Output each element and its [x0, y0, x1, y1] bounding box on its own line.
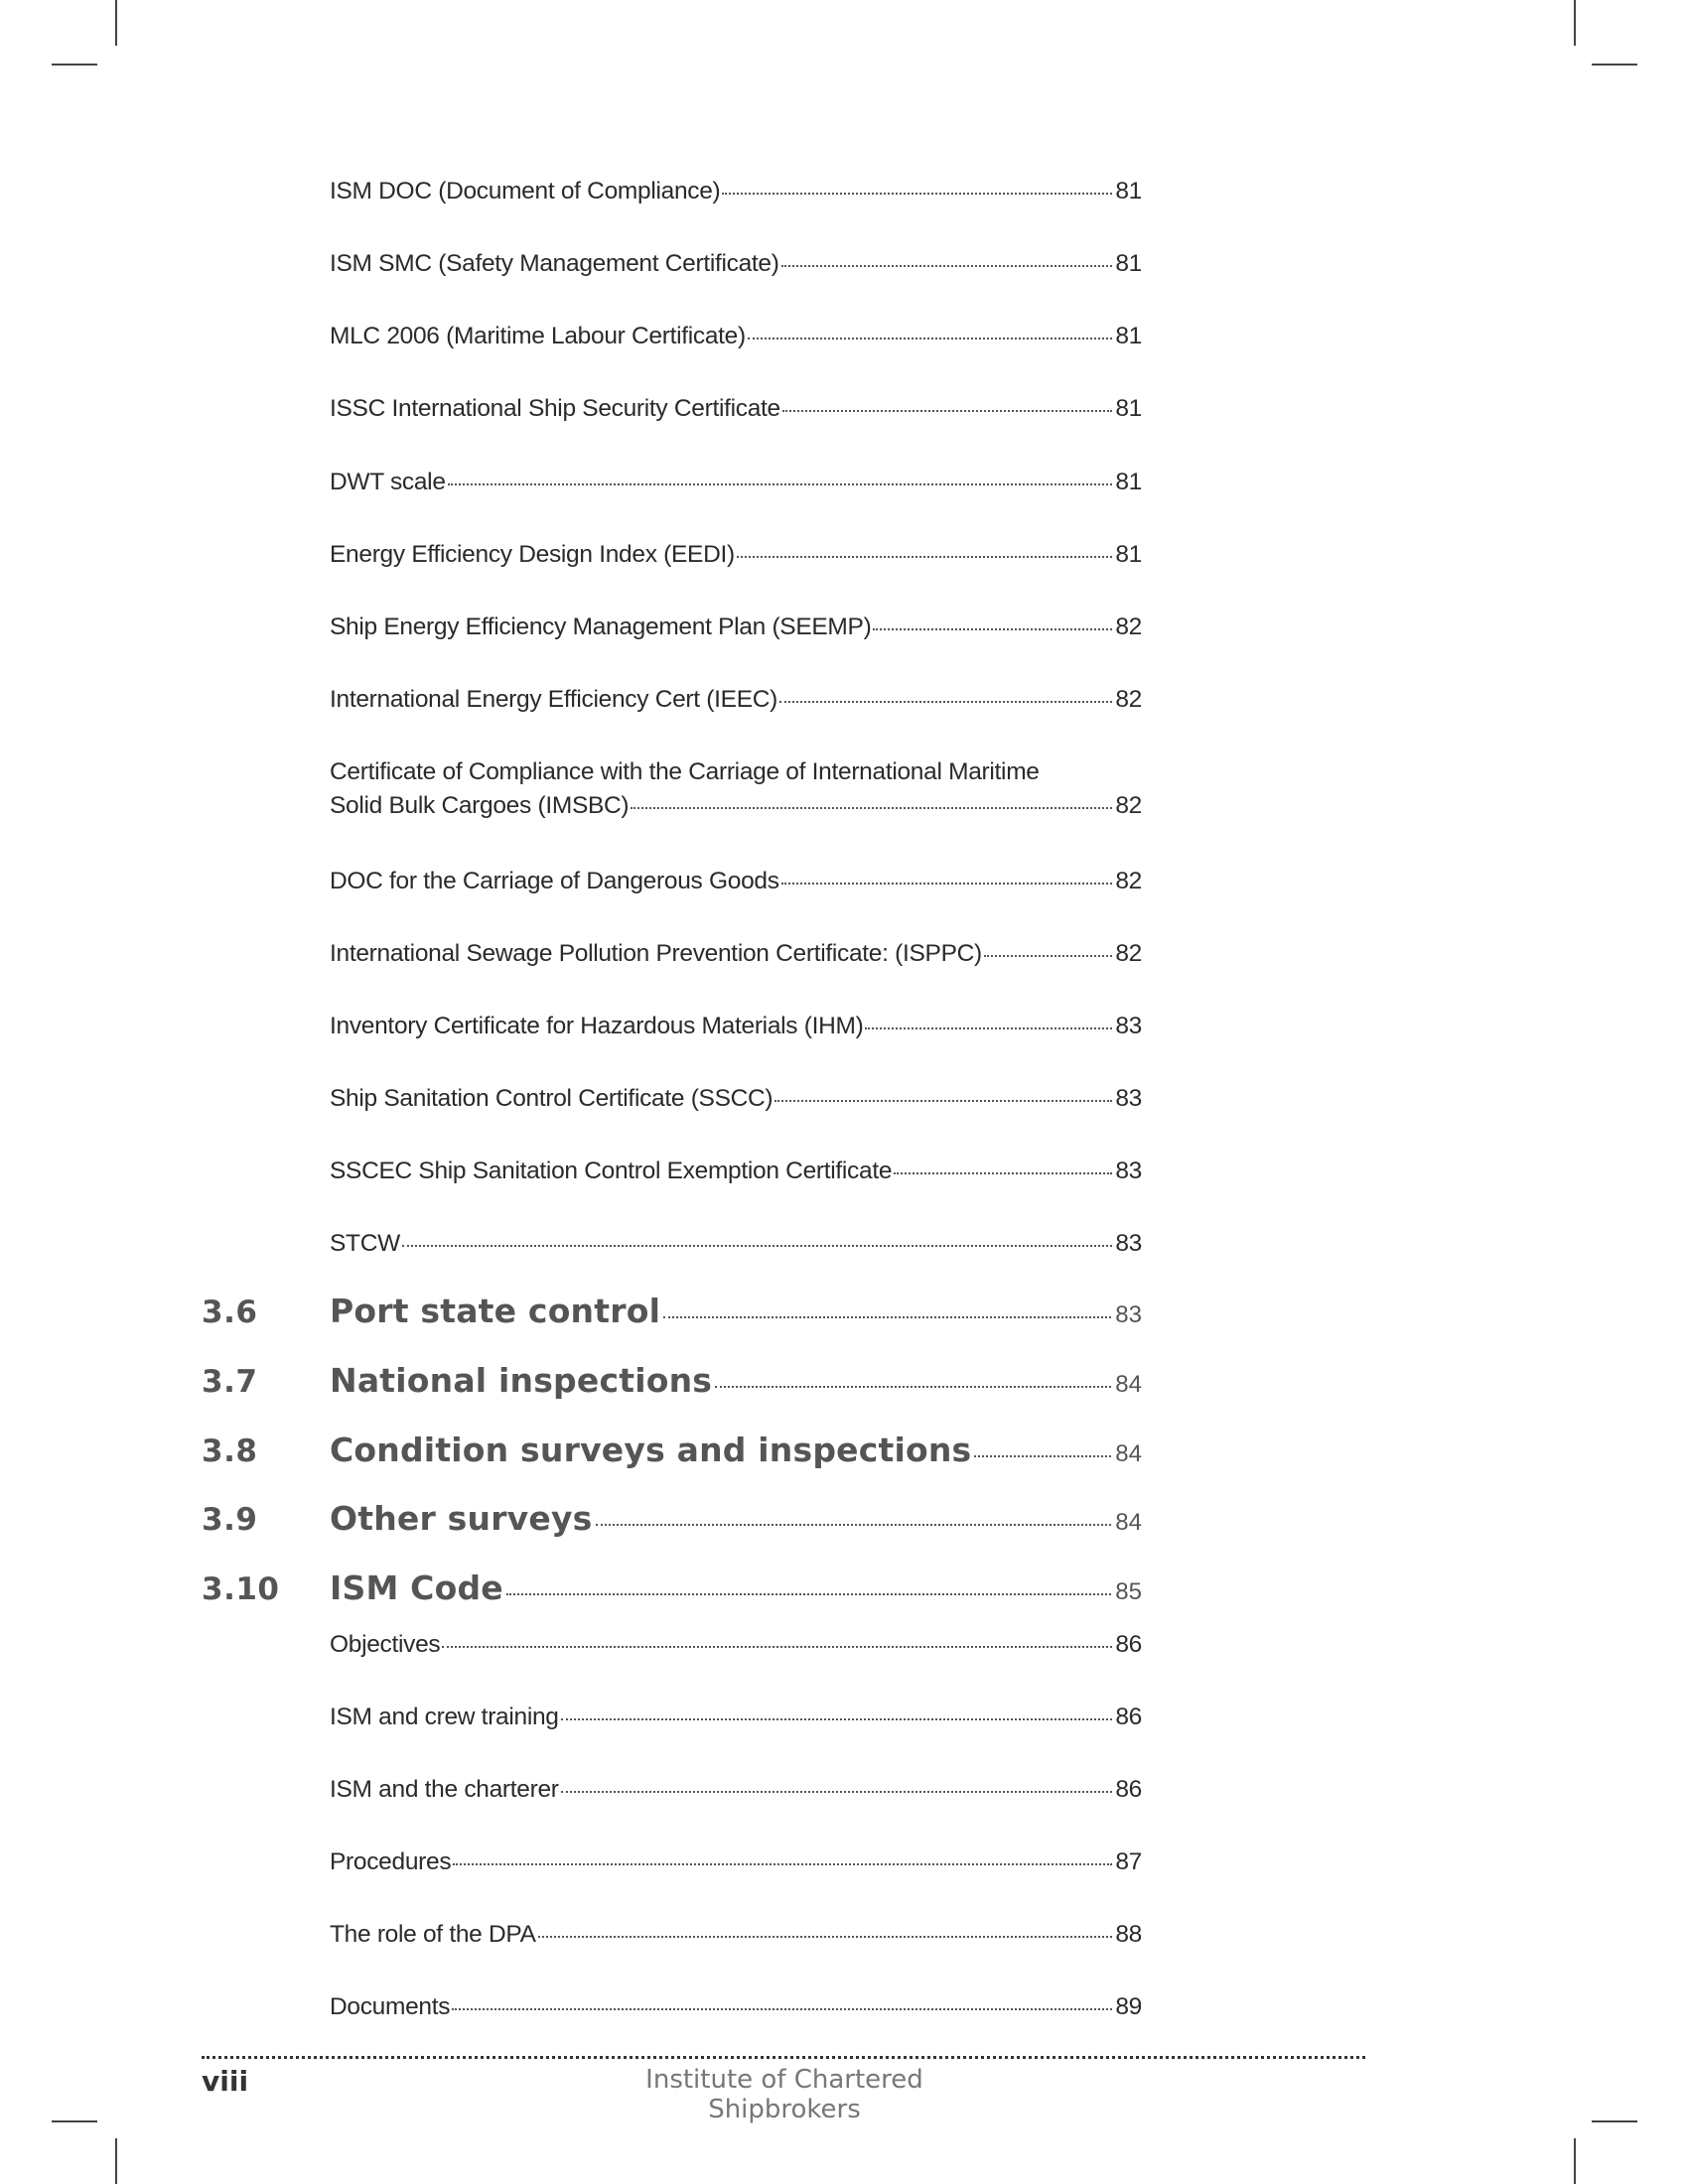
section-title: Port state control	[330, 1292, 661, 1330]
toc-entry-page: 86	[1115, 1631, 1142, 1658]
section-page: 83	[1115, 1301, 1142, 1328]
dot-leader	[442, 1646, 1112, 1648]
section-title: ISM Code	[330, 1569, 503, 1607]
toc-entry-label: Ship Sanitation Control Certificate (SSCC)	[330, 1085, 774, 1112]
section-number: 3.9	[202, 1502, 258, 1538]
dot-leader	[715, 1386, 1111, 1388]
section-page: 85	[1115, 1578, 1142, 1605]
toc-entry-page: 82	[1115, 614, 1142, 640]
toc-entry-page: 88	[1115, 1921, 1142, 1948]
section-number: 3.6	[202, 1295, 258, 1330]
toc-entry[interactable]	[330, 686, 1142, 714]
toc-entry[interactable]	[330, 614, 1142, 641]
toc-entry[interactable]	[330, 1230, 1142, 1258]
toc-entry-label: SSCEC Ship Sanitation Control Exemption Certificate	[330, 1158, 893, 1184]
toc-entry-label: DWT scale	[330, 469, 446, 495]
dot-leader	[781, 265, 1113, 267]
toc-entry-page: 87	[1115, 1848, 1142, 1875]
toc-entry-label: Inventory Certificate for Hazardous Materials (IHM)	[330, 1013, 864, 1039]
section-number: 3.7	[202, 1364, 258, 1400]
section-title: National inspections	[330, 1361, 713, 1400]
dot-leader	[748, 338, 1112, 340]
toc-entry[interactable]	[330, 1848, 1142, 1876]
dot-leader	[779, 701, 1112, 703]
dot-leader	[452, 2008, 1112, 2010]
footer-divider	[202, 2056, 1365, 2059]
toc-entry[interactable]	[330, 323, 1142, 350]
section-title: Other surveys	[330, 1499, 593, 1538]
toc-entry[interactable]	[330, 1631, 1142, 1659]
toc-entry-label: ISM DOC (Document of Compliance)	[330, 178, 721, 205]
toc-entry-page: 82	[1115, 792, 1142, 819]
dot-leader	[506, 1593, 1111, 1595]
toc-entry-label: MLC 2006 (Maritime Labour Certificate)	[330, 323, 746, 349]
toc-entry-page: 83	[1115, 1230, 1142, 1257]
toc-entry-page: 86	[1115, 1776, 1142, 1803]
section-page: 84	[1115, 1440, 1142, 1467]
section-page: 84	[1115, 1371, 1142, 1398]
toc-entry[interactable]	[330, 868, 1142, 895]
toc-entry-label: ISM SMC (Safety Management Certificate)	[330, 250, 779, 277]
dot-leader	[737, 556, 1112, 558]
dot-leader	[561, 1791, 1113, 1793]
dot-leader	[722, 193, 1112, 195]
dot-leader	[663, 1316, 1111, 1318]
dot-leader	[631, 807, 1112, 809]
dot-leader	[782, 410, 1112, 412]
toc-entry-label: Documents	[330, 1993, 451, 2020]
toc-entry-page: 89	[1115, 1993, 1142, 2020]
toc-entry[interactable]	[330, 1921, 1142, 1949]
toc-section[interactable]	[202, 1292, 1142, 1330]
toc-entry-label: Procedures	[330, 1848, 452, 1875]
toc-entry[interactable]	[330, 758, 1142, 820]
dot-leader	[561, 1718, 1113, 1720]
toc-entry[interactable]	[330, 541, 1142, 569]
toc-entry-label: STCW	[330, 1230, 400, 1257]
dot-leader	[538, 1936, 1113, 1938]
toc-entry-page: 81	[1115, 250, 1142, 277]
toc-entry[interactable]	[330, 1993, 1142, 2021]
toc-entry-label: ISM and crew training	[330, 1704, 559, 1730]
toc-entry-page: 82	[1115, 686, 1142, 713]
page-number: viii	[202, 2065, 249, 2098]
dot-leader	[865, 1027, 1112, 1029]
toc-entry[interactable]	[330, 1085, 1142, 1113]
toc-entry-label: International Sewage Pollution Prevention Certificate: (ISPPC)	[330, 940, 982, 967]
dot-leader	[596, 1524, 1112, 1526]
toc-entry-label-continued: Solid Bulk Cargoes (IMSBC)	[330, 792, 630, 819]
dot-leader	[402, 1245, 1112, 1247]
section-page: 84	[1115, 1509, 1142, 1536]
dot-leader	[974, 1455, 1111, 1457]
footer-publisher: Institute of Chartered Shipbrokers	[645, 2065, 923, 2124]
dot-leader	[774, 1100, 1112, 1102]
dot-leader	[873, 628, 1112, 630]
toc-entry[interactable]	[330, 1013, 1142, 1040]
toc-entry-label: International Energy Efficiency Cert (IEEC)	[330, 686, 777, 713]
dot-leader	[984, 955, 1112, 957]
toc-entry-label: Energy Efficiency Design Index (EEDI)	[330, 541, 735, 568]
toc-entry[interactable]	[330, 940, 1142, 968]
toc-entry[interactable]	[330, 250, 1142, 278]
dot-leader	[453, 1863, 1112, 1865]
toc-entry[interactable]	[330, 178, 1142, 205]
section-title: Condition surveys and inspections	[330, 1431, 972, 1469]
toc-entry-label: The role of the DPA	[330, 1921, 536, 1948]
toc-entry-page: 81	[1115, 395, 1142, 422]
toc-entry-page: 81	[1115, 541, 1142, 568]
dot-leader	[781, 883, 1113, 885]
toc-entry[interactable]	[330, 395, 1142, 423]
toc-section[interactable]	[202, 1569, 1142, 1607]
toc-section[interactable]	[202, 1361, 1142, 1400]
toc-entry-label: Objectives	[330, 1631, 441, 1658]
dot-leader	[448, 483, 1113, 485]
toc-entry-label: DOC for the Carriage of Dangerous Goods	[330, 868, 779, 894]
toc-entry-page: 83	[1115, 1085, 1142, 1112]
dot-leader	[894, 1172, 1112, 1174]
toc-entry-page: 81	[1115, 178, 1142, 205]
toc-entry[interactable]	[330, 469, 1142, 496]
toc-entry-page: 82	[1115, 940, 1142, 967]
toc-entry-label: Certificate of Compliance with the Carriage of International Maritime	[330, 758, 1040, 785]
toc-entry-page: 82	[1115, 868, 1142, 894]
toc-entry-page: 81	[1115, 469, 1142, 495]
section-number: 3.10	[202, 1571, 280, 1607]
toc-entry-page: 81	[1115, 323, 1142, 349]
toc-entry[interactable]	[330, 1158, 1142, 1185]
toc-section[interactable]	[202, 1431, 1142, 1469]
toc-section[interactable]	[202, 1499, 1142, 1538]
toc-entry-page: 86	[1115, 1704, 1142, 1730]
toc-entry-page: 83	[1115, 1013, 1142, 1039]
section-number: 3.8	[202, 1433, 258, 1469]
toc-entry-label: Ship Energy Efficiency Management Plan (SEEMP)	[330, 614, 872, 640]
toc-entry[interactable]	[330, 1776, 1142, 1804]
toc-entry-label: ISSC International Ship Security Certificate	[330, 395, 780, 422]
toc-entry-page: 83	[1115, 1158, 1142, 1184]
toc-entry[interactable]	[330, 1704, 1142, 1731]
toc-entry-label: ISM and the charterer	[330, 1776, 559, 1803]
